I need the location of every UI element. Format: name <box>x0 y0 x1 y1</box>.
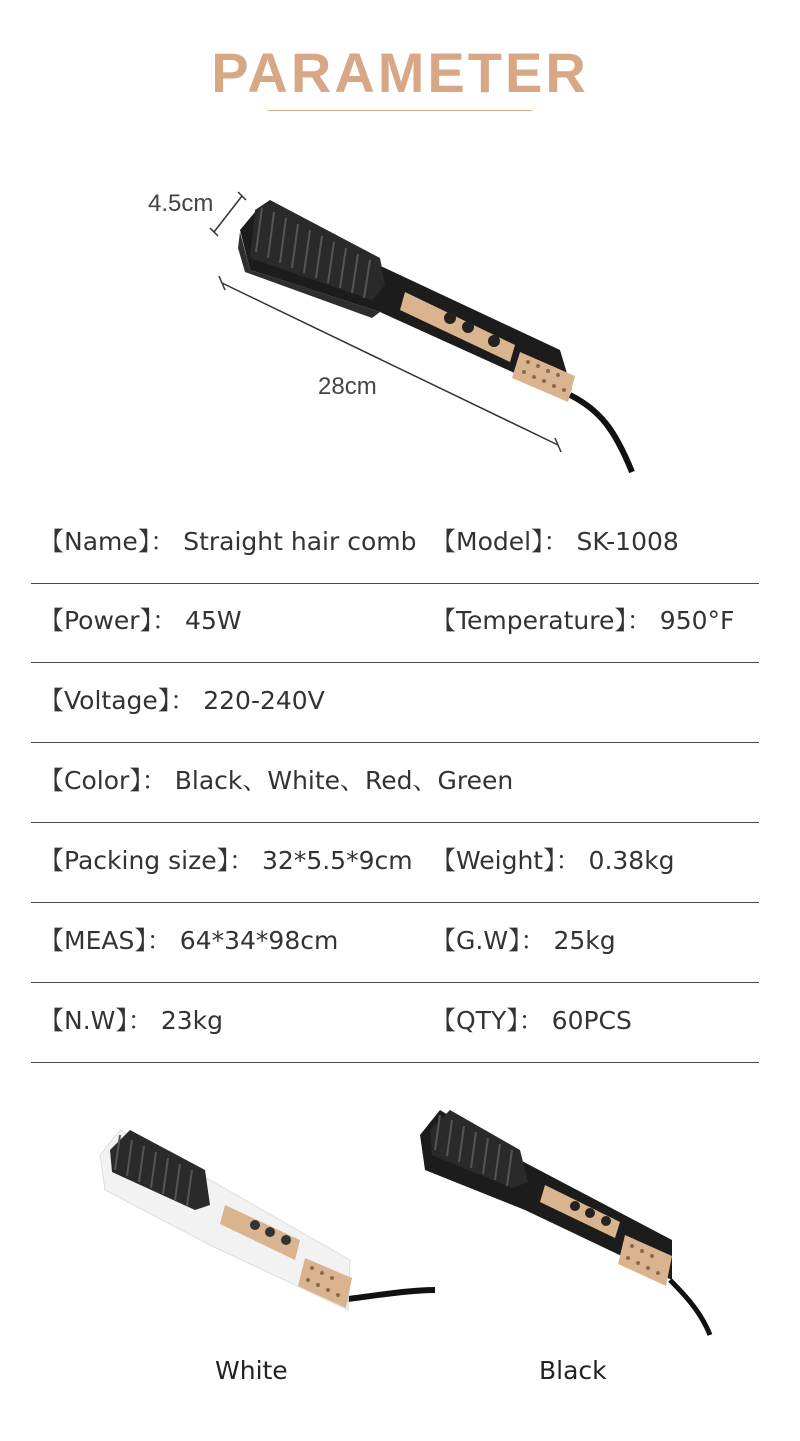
black-variant-label: Black <box>539 1356 607 1385</box>
spec-row <box>31 504 759 584</box>
spec-voltage: 【Voltage】： 220-240V <box>39 686 325 715</box>
spec-color: 【Color】： Black、White、Red、Green <box>39 766 514 795</box>
spec-packing-size: 【Packing size】： 32*5.5*9cm <box>39 846 413 875</box>
spec-temperature: 【Temperature】： 950°F <box>431 606 735 635</box>
page-title: PARAMETER <box>211 41 589 104</box>
spec-qty: 【QTY】： 60PCS <box>431 1006 632 1035</box>
height-dimension-label: 4.5cm <box>148 190 214 217</box>
spec-power: 【Power】： 45W <box>39 606 242 635</box>
spec-row <box>31 983 759 1063</box>
spec-row <box>31 743 759 823</box>
spec-model: 【Model】： SK-1008 <box>431 527 679 556</box>
spec-row <box>31 583 759 663</box>
spec-row <box>31 823 759 903</box>
spec-net-weight: 【N.W】： 23kg <box>39 1006 223 1035</box>
spec-weight: 【Weight】： 0.38kg <box>431 846 675 875</box>
product-image-main <box>0 180 800 490</box>
white-variant-label: White <box>215 1356 288 1385</box>
spec-name: 【Name】： Straight hair comb <box>39 527 417 556</box>
product-image-white <box>90 1110 450 1350</box>
title-underline <box>268 110 532 111</box>
spec-meas: 【MEAS】： 64*34*98cm <box>39 926 339 955</box>
length-dimension-label: 28cm <box>318 373 377 400</box>
product-image-black <box>410 1100 730 1340</box>
spec-row <box>31 903 759 983</box>
spec-row <box>31 663 759 743</box>
spec-gross-weight: 【G.W】： 25kg <box>431 926 616 955</box>
